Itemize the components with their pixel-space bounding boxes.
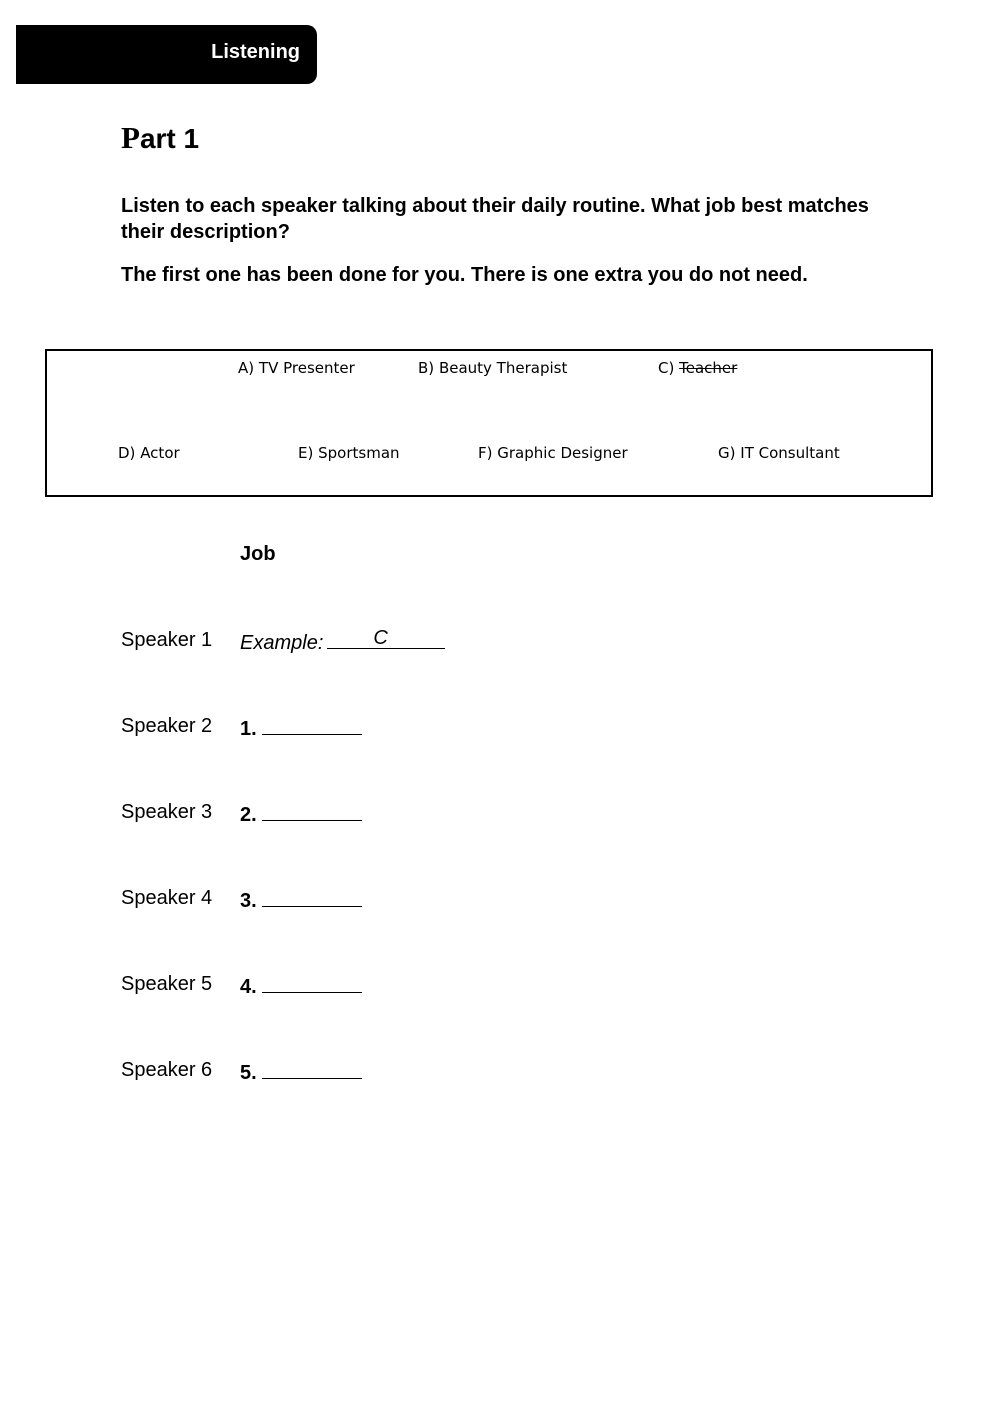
option-g (718, 444, 840, 462)
option-label: TV Presenter (258, 359, 355, 377)
question-number: 4. (240, 976, 257, 998)
job-options-box (45, 349, 933, 497)
answer-field[interactable] (240, 973, 362, 999)
option-prefix: F) (478, 444, 493, 462)
option-prefix: E) (298, 444, 314, 462)
section-tab-label: Listening (211, 41, 300, 63)
option-label: IT Consultant (740, 444, 840, 462)
answer-blank[interactable] (262, 887, 362, 907)
example-answer-letter: C (373, 627, 388, 649)
answer-field[interactable] (240, 801, 362, 827)
option-prefix: C) (658, 359, 675, 377)
option-f (478, 444, 628, 462)
option-label: Actor (140, 444, 180, 462)
answer-blank[interactable] (262, 1059, 362, 1079)
question-number: 5. (240, 1062, 257, 1084)
instructions (121, 193, 901, 288)
speaker-label: Speaker 1 (121, 629, 213, 651)
answer-field[interactable] (240, 715, 362, 741)
option-e (298, 444, 400, 462)
option-prefix: G) (718, 444, 736, 462)
option-prefix: D) (118, 444, 136, 462)
option-a (238, 359, 355, 377)
answer-blank[interactable] (262, 715, 362, 735)
instruction-line: Listen to each speaker talking about their daily routine. What job best matches their description? (121, 195, 869, 243)
answer-blank[interactable] (262, 973, 362, 993)
part-title (121, 120, 199, 156)
speaker-label: Speaker 2 (121, 715, 213, 737)
part-title-rest: art 1 (139, 123, 200, 154)
answer-blank[interactable] (262, 801, 362, 821)
job-column-heading: Job (240, 543, 276, 565)
option-label-crossed-out: Teacher (679, 359, 738, 377)
option-b (418, 359, 567, 377)
example-label: Example: (240, 632, 324, 654)
instruction-line: The first one has been done for you. There is one extra you do not need. (121, 264, 808, 286)
option-label: Sportsman (318, 444, 400, 462)
answer-field[interactable] (240, 1059, 362, 1085)
example-answer-blank (327, 629, 445, 649)
question-number: 1. (240, 718, 257, 740)
option-label: Graphic Designer (497, 444, 628, 462)
example-answer (240, 629, 445, 655)
option-prefix: B) (418, 359, 435, 377)
option-c (658, 359, 737, 377)
question-number: 3. (240, 890, 257, 912)
question-number: 2. (240, 804, 257, 826)
option-prefix: A) (238, 359, 255, 377)
option-label: Beauty Therapist (438, 359, 568, 377)
speaker-label: Speaker 6 (121, 1059, 213, 1081)
speaker-label: Speaker 4 (121, 887, 213, 909)
speaker-label: Speaker 3 (121, 801, 213, 823)
option-d (118, 444, 180, 462)
answer-field[interactable] (240, 887, 362, 913)
section-tab (16, 25, 317, 84)
speaker-label: Speaker 5 (121, 973, 213, 995)
part-title-initial: P (121, 120, 140, 155)
